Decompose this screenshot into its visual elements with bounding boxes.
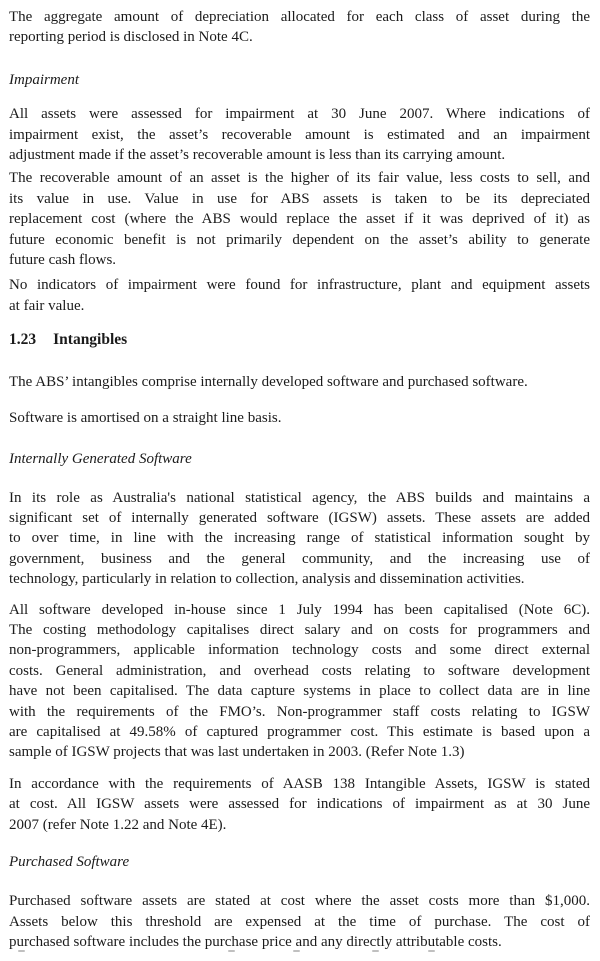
paragraph — [9, 891, 590, 952]
text-line: The aggregate amount of depreciation allocated for each class of asset during the — [9, 9, 590, 25]
text-line: adjustment made if the asset’s recoverable amount is less than its carrying amount. — [9, 146, 506, 163]
paragraph — [9, 275, 590, 316]
text-line: All assets were assessed for impairment at 30 June 2007. Where indications of — [9, 106, 590, 123]
cropped-next-line-fragment — [228, 950, 235, 952]
cropped-next-line-fragment — [372, 950, 379, 952]
text-line: non-programmers, applicable information technology costs and some direct external — [9, 642, 590, 659]
subheading-italic: Internally Generated Software — [9, 451, 192, 468]
paragraph — [9, 104, 590, 165]
text-line: at cost. All IGSW assets were assessed for indications of impairment as at 30 June — [9, 796, 590, 813]
paragraph — [9, 600, 590, 763]
text-line: Software is amortised on a straight line basis. — [9, 409, 282, 426]
paragraph — [9, 7, 590, 48]
text-line: government, business and the general community, and the increasing use of — [9, 550, 590, 567]
text-line: future cash flows. — [9, 251, 117, 268]
text-line: In accordance with the requirements of AASB 138 Intangible Assets, IGSW is stated — [9, 775, 590, 792]
document-content — [9, 7, 590, 953]
text-line: No indicators of impairment were found for infrastructure, plant and equipment assets — [9, 277, 590, 294]
text-line: to over time, in line with the increasing range of statistical information sought by — [9, 530, 590, 547]
section-number: 1.23 — [9, 331, 37, 349]
text-line: replacement cost (where the ABS would replace the asset if it was deprived of it) as — [9, 211, 590, 228]
cropped-next-line-fragment — [18, 950, 25, 952]
text-line: The ABS’ intangibles comprise internally developed software and purchased software. — [9, 373, 528, 390]
cropped-next-line-fragment — [293, 950, 300, 952]
paragraph — [9, 774, 590, 835]
text-line: have not been capitalised. The data capture systems in place to collect data are in line — [9, 683, 590, 700]
text-line: reporting period is disclosed in Note 4C. — [9, 29, 253, 46]
paragraph — [9, 408, 590, 428]
paragraph — [9, 372, 590, 392]
text-line: The costing methodology capitalises direct salary and on costs for programmers and — [9, 622, 590, 639]
section-heading — [9, 330, 590, 350]
subheading-italic: Impairment — [9, 71, 79, 88]
text-line: future economic benefit is not primarily dependent on the asset’s ability to generate — [9, 231, 590, 248]
text-line: technology, particularly in relation to collection, analysis and dissemination activities. — [9, 571, 525, 588]
text-line: costs. General administration, and overhead costs relating to software development — [9, 662, 590, 679]
paragraph — [9, 488, 590, 590]
text-line: In its role as Australia's national statistical agency, the ABS builds and maintains a — [9, 489, 590, 506]
section-title: Intangibles — [53, 331, 128, 349]
text-line: significant set of internally generated software (IGSW) assets. These assets are added — [9, 510, 590, 527]
text-line: at fair value. — [9, 297, 85, 314]
text-line: purchased software includes the purchase price and any directly attributable costs. — [9, 934, 502, 951]
subheading-italic: Purchased Software — [9, 853, 130, 870]
text-line: Assets below this threshold are expensed at the time of purchase. The cost of — [9, 913, 590, 930]
cropped-next-line-fragment — [428, 950, 435, 952]
paragraph — [9, 168, 590, 270]
text-line: are capitalised at 49.58% of captured programmer cost. This estimate is based upon a — [9, 723, 590, 740]
text-line: The recoverable amount of an asset is the higher of its fair value, less costs to sell, and — [9, 170, 590, 187]
text-line: Purchased software assets are stated at cost where the asset costs more than $1,000. — [9, 893, 590, 910]
text-line: impairment exist, the asset’s recoverable amount is estimated and an impairment — [9, 126, 590, 143]
text-line: 2007 (refer Note 1.22 and Note 4E). — [9, 816, 227, 833]
text-line: with the requirements of the FMO’s. Non-programmer staff costs relating to IGSW — [9, 703, 590, 720]
text-line: sample of IGSW projects that was last undertaken in 2003. (Refer Note 1.3) — [9, 744, 465, 761]
text-line: its value in use. Value in use for ABS assets is taken to be its depreciated — [9, 190, 590, 207]
text-line: All software developed in-house since 1 July 1994 has been capitalised (Note 6C). — [9, 601, 590, 618]
